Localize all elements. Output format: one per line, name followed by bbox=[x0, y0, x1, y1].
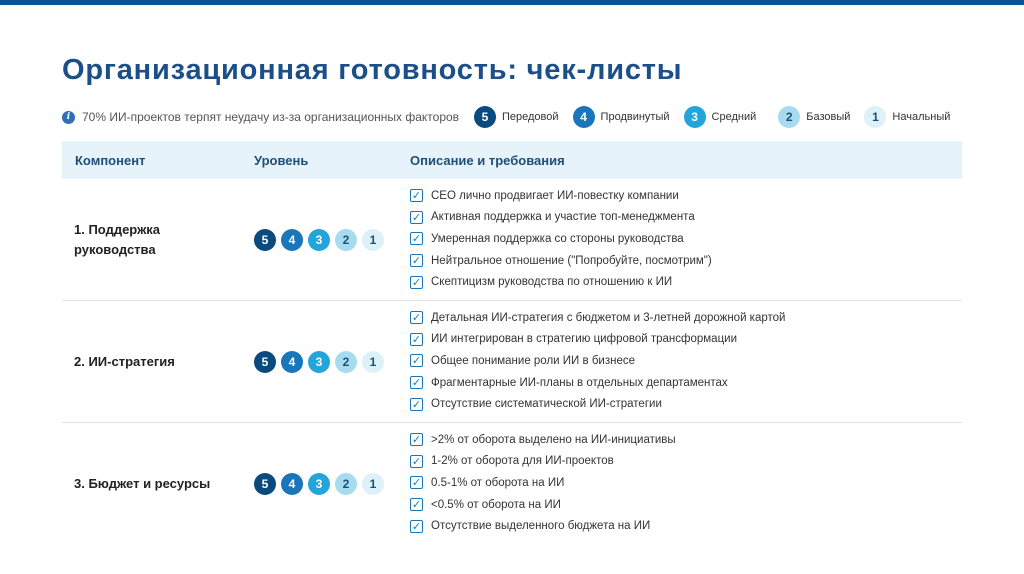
checkbox-icon[interactable]: ✓ bbox=[411, 454, 422, 468]
legend-label: Начальный bbox=[892, 111, 951, 123]
requirement-text: Отсутствие систематической ИИ-стратегии bbox=[431, 398, 662, 411]
legend-item-1 bbox=[864, 106, 950, 128]
info-text: 70% ИИ-проектов терпят неудачу из-за организационных факторов bbox=[82, 110, 460, 124]
level-2-badge[interactable]: 2 bbox=[335, 351, 357, 373]
legend-label: Передовой bbox=[502, 111, 559, 123]
level-badge: 4 bbox=[573, 106, 595, 128]
list-item bbox=[410, 494, 676, 516]
list-item bbox=[410, 307, 785, 329]
level-badge: 5 bbox=[474, 106, 496, 128]
legend-item-3 bbox=[684, 106, 757, 128]
requirement-text: 0.5-1% от оборота на ИИ bbox=[431, 476, 565, 489]
level-badge: 2 bbox=[778, 106, 800, 128]
info-row bbox=[62, 104, 962, 130]
list-item bbox=[410, 329, 785, 351]
requirement-text: Общее понимание роли ИИ в бизнесе bbox=[431, 354, 635, 367]
checkbox-icon[interactable]: ✓ bbox=[411, 332, 422, 346]
level-selector bbox=[254, 179, 389, 301]
checkbox-icon[interactable]: ✓ bbox=[411, 476, 422, 490]
table-row bbox=[62, 179, 962, 301]
info-icon: i bbox=[62, 111, 75, 124]
requirements-list bbox=[410, 185, 712, 293]
list-item bbox=[410, 451, 676, 473]
requirement-text: Активная поддержка и участие топ-менеджмента bbox=[431, 211, 695, 224]
level-3-badge[interactable]: 3 bbox=[308, 351, 330, 373]
checkbox-icon[interactable]: ✓ bbox=[411, 498, 422, 512]
list-item bbox=[410, 185, 712, 207]
requirement-text: 1-2% от оборота для ИИ-проектов bbox=[431, 455, 614, 468]
level-selector bbox=[254, 301, 389, 423]
level-1-badge[interactable]: 1 bbox=[362, 351, 384, 373]
header-level: Уровень bbox=[254, 152, 309, 168]
level-2-badge[interactable]: 2 bbox=[335, 473, 357, 495]
header-component: Компонент bbox=[75, 152, 146, 168]
level-1-badge[interactable]: 1 bbox=[362, 473, 384, 495]
top-accent-bar bbox=[0, 0, 1024, 5]
checkbox-icon[interactable]: ✓ bbox=[411, 189, 422, 203]
level-badge: 3 bbox=[684, 106, 706, 128]
list-item bbox=[410, 350, 785, 372]
header-description: Описание и требования bbox=[410, 152, 565, 168]
level-5-badge[interactable]: 5 bbox=[254, 351, 276, 373]
level-1-badge[interactable]: 1 bbox=[362, 229, 384, 251]
level-2-badge[interactable]: 2 bbox=[335, 229, 357, 251]
checkbox-icon[interactable]: ✓ bbox=[411, 254, 422, 268]
list-item bbox=[410, 429, 676, 451]
component-name: 3. Бюджет и ресурсы bbox=[74, 476, 211, 491]
checkbox-icon[interactable]: ✓ bbox=[411, 519, 422, 533]
page-title: Организационная готовность: чек-листы bbox=[62, 54, 683, 86]
checkbox-icon[interactable]: ✓ bbox=[411, 376, 422, 390]
table-header bbox=[62, 141, 962, 179]
legend-label: Базовый bbox=[806, 111, 851, 123]
level-3-badge[interactable]: 3 bbox=[308, 473, 330, 495]
checkbox-icon[interactable]: ✓ bbox=[411, 311, 422, 325]
requirement-text: >2% от оборота выделено на ИИ-инициативы bbox=[431, 433, 676, 446]
checklist-table bbox=[62, 141, 962, 545]
component-name: 2. ИИ-стратегия bbox=[74, 354, 175, 369]
list-item bbox=[410, 250, 712, 272]
list-item bbox=[410, 271, 712, 293]
requirements-list bbox=[410, 307, 785, 415]
requirement-text: Детальная ИИ-стратегия с бюджетом и 3-летней дорожной картой bbox=[431, 311, 786, 324]
checkbox-icon[interactable]: ✓ bbox=[411, 232, 422, 246]
table-row bbox=[62, 301, 962, 423]
level-legend bbox=[474, 104, 964, 130]
checkbox-icon[interactable]: ✓ bbox=[411, 275, 422, 289]
list-item bbox=[410, 228, 712, 250]
requirement-text: Скептицизм руководства по отношению к ИИ bbox=[431, 276, 673, 289]
list-item bbox=[410, 207, 712, 229]
legend-item-4 bbox=[573, 106, 670, 128]
requirement-text: <0.5% от оборота на ИИ bbox=[431, 498, 561, 511]
checkbox-icon[interactable]: ✓ bbox=[411, 397, 422, 411]
level-4-badge[interactable]: 4 bbox=[281, 473, 303, 495]
legend-item-5 bbox=[474, 106, 559, 128]
legend-item-2 bbox=[778, 106, 850, 128]
list-item bbox=[410, 393, 785, 415]
requirements-list bbox=[410, 429, 676, 537]
checkbox-icon[interactable]: ✓ bbox=[411, 210, 422, 224]
requirement-text: Отсутствие выделенного бюджета на ИИ bbox=[431, 520, 651, 533]
checkbox-icon[interactable]: ✓ bbox=[411, 354, 422, 368]
level-4-badge[interactable]: 4 bbox=[281, 229, 303, 251]
list-item bbox=[410, 472, 676, 494]
table-row bbox=[62, 423, 962, 545]
level-badge: 1 bbox=[864, 106, 886, 128]
requirement-text: Умеренная поддержка со стороны руководства bbox=[431, 232, 684, 245]
list-item bbox=[410, 372, 785, 394]
level-5-badge[interactable]: 5 bbox=[254, 229, 276, 251]
level-5-badge[interactable]: 5 bbox=[254, 473, 276, 495]
requirement-text: CEO лично продвигает ИИ-повестку компании bbox=[431, 189, 679, 202]
level-3-badge[interactable]: 3 bbox=[308, 229, 330, 251]
component-name: 1. Поддержка руководства bbox=[74, 222, 161, 257]
legend-label: Продвинутый bbox=[600, 111, 670, 123]
requirement-text: Фрагментарные ИИ-планы в отдельных департаментах bbox=[431, 376, 728, 389]
level-selector bbox=[254, 423, 389, 545]
legend-label: Средний bbox=[711, 111, 757, 123]
level-4-badge[interactable]: 4 bbox=[281, 351, 303, 373]
requirement-text: Нейтральное отношение ("Попробуйте, посмотрим") bbox=[431, 254, 712, 267]
list-item bbox=[410, 515, 676, 537]
checkbox-icon[interactable]: ✓ bbox=[411, 433, 422, 447]
requirement-text: ИИ интегрирован в стратегию цифровой трансформации bbox=[431, 333, 738, 346]
